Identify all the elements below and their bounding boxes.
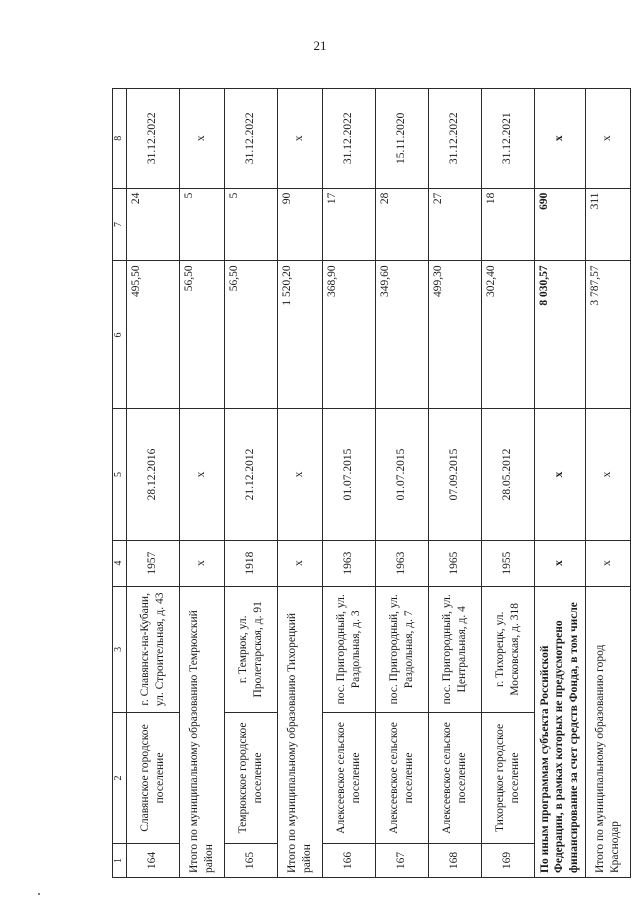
date-cell: 01.07.2015 <box>322 409 375 540</box>
deadline-cell: 31.12.2022 <box>428 89 481 189</box>
people-cell: 5 <box>179 188 224 261</box>
date-cell: 28.05.2012 <box>481 409 534 540</box>
row-number: 164 <box>126 844 179 878</box>
area-cell: 56,50 <box>224 261 277 409</box>
deadline-cell: 31.12.2021 <box>481 89 534 189</box>
deadline-cell: 31.12.2022 <box>322 89 375 189</box>
column-number-5: 5 <box>113 409 127 540</box>
date-cell: х <box>179 409 224 540</box>
row-number: 165 <box>224 844 277 878</box>
area-cell: 349,60 <box>375 261 428 409</box>
people-cell: 311 <box>585 188 630 261</box>
area-cell: 8 030,57 <box>534 261 585 409</box>
address-cell: г. Славянск-на-Кубани, ул. Строительная, д. 43 <box>126 586 179 712</box>
settlement-cell: Славянское городское поселение <box>126 712 179 843</box>
resettlement-table <box>112 88 631 878</box>
row-number: 169 <box>481 844 534 878</box>
deadline-cell: 15.11.2020 <box>375 89 428 189</box>
people-cell: 90 <box>277 188 322 261</box>
address-cell: пос. Пригородный, ул. Раздольная, д. 7 <box>375 586 428 712</box>
column-number-1: 1 <box>113 844 127 878</box>
summary-row <box>277 89 322 878</box>
settlement-cell: Темрюкское городское поселение <box>224 712 277 843</box>
people-cell: 24 <box>126 188 179 261</box>
date-cell: х <box>585 409 630 540</box>
column-number-4: 4 <box>113 540 127 586</box>
table-row <box>224 89 277 878</box>
year-cell: 1957 <box>126 540 179 586</box>
deadline-cell: 31.12.2022 <box>224 89 277 189</box>
people-cell: 5 <box>224 188 277 261</box>
rotated-table-container <box>112 88 621 878</box>
table-row <box>375 89 428 878</box>
scan-speck <box>38 893 40 895</box>
column-number-3: 3 <box>113 586 127 712</box>
table-row <box>428 89 481 878</box>
summary-label: Итого по муниципальному образованию Тихорецкий район <box>277 586 322 877</box>
area-cell: 368,90 <box>322 261 375 409</box>
deadline-cell: х <box>179 89 224 189</box>
year-cell: х <box>179 540 224 586</box>
year-cell: х <box>585 540 630 586</box>
table-area <box>112 88 621 878</box>
summary-label: По иным программам субъекта Российской Федерации, в рамках которых не предусмотрено финансирование за счет средств Фонда, в том числе <box>534 586 585 877</box>
summary-row <box>585 89 630 878</box>
summary-label: Итого по муниципальному образованию Темрюкский район <box>179 586 224 877</box>
row-number: 168 <box>428 844 481 878</box>
people-cell: 28 <box>375 188 428 261</box>
summary-label: Итого по муниципальному образованию город Краснодар <box>585 586 630 877</box>
settlement-cell: Тихорецкое городское поселение <box>481 712 534 843</box>
deadline-cell: х <box>585 89 630 189</box>
year-cell: 1955 <box>481 540 534 586</box>
summary-row <box>179 89 224 878</box>
people-cell: 17 <box>322 188 375 261</box>
area-cell: 3 787,57 <box>585 261 630 409</box>
area-cell: 1 520,20 <box>277 261 322 409</box>
table-row <box>481 89 534 878</box>
date-cell: х <box>277 409 322 540</box>
row-number: 166 <box>322 844 375 878</box>
settlement-cell: Алексеевское сельское поселение <box>322 712 375 843</box>
date-cell: 01.07.2015 <box>375 409 428 540</box>
address-cell: пос. Пригородный, ул. Раздольная, д. 3 <box>322 586 375 712</box>
area-cell: 499,30 <box>428 261 481 409</box>
year-cell: 1963 <box>375 540 428 586</box>
deadline-cell: 31.12.2022 <box>126 89 179 189</box>
settlement-cell: Алексеевское сельское поселение <box>428 712 481 843</box>
address-cell: г. Тихорецк, ул. Московская, д. 318 <box>481 586 534 712</box>
people-cell: 18 <box>481 188 534 261</box>
year-cell: 1918 <box>224 540 277 586</box>
table-row <box>126 89 179 878</box>
date-cell: 07.09.2015 <box>428 409 481 540</box>
year-cell: х <box>534 540 585 586</box>
table-body <box>126 89 630 878</box>
area-cell: 302,40 <box>481 261 534 409</box>
year-cell: 1963 <box>322 540 375 586</box>
column-number-2: 2 <box>113 712 127 843</box>
row-number: 167 <box>375 844 428 878</box>
people-cell: 27 <box>428 188 481 261</box>
column-number-6: 6 <box>113 261 127 409</box>
deadline-cell: х <box>534 89 585 189</box>
column-number-row <box>113 89 127 878</box>
people-cell: 690 <box>534 188 585 261</box>
column-number-8: 8 <box>113 89 127 189</box>
area-cell: 56,50 <box>179 261 224 409</box>
date-cell: 28.12.2016 <box>126 409 179 540</box>
year-cell: 1965 <box>428 540 481 586</box>
table-row <box>322 89 375 878</box>
date-cell: х <box>534 409 585 540</box>
column-number-7: 7 <box>113 188 127 261</box>
deadline-cell: х <box>277 89 322 189</box>
year-cell: х <box>277 540 322 586</box>
area-cell: 495,50 <box>126 261 179 409</box>
address-cell: г. Темрюк, ул. Пролетарская, д. 91 <box>224 586 277 712</box>
settlement-cell: Алексеевское сельское поселение <box>375 712 428 843</box>
summary-row <box>534 89 585 878</box>
date-cell: 21.12.2012 <box>224 409 277 540</box>
page-number: 21 <box>313 38 327 53</box>
address-cell: пос. Пригородный, ул. Центральная, д. 4 <box>428 586 481 712</box>
